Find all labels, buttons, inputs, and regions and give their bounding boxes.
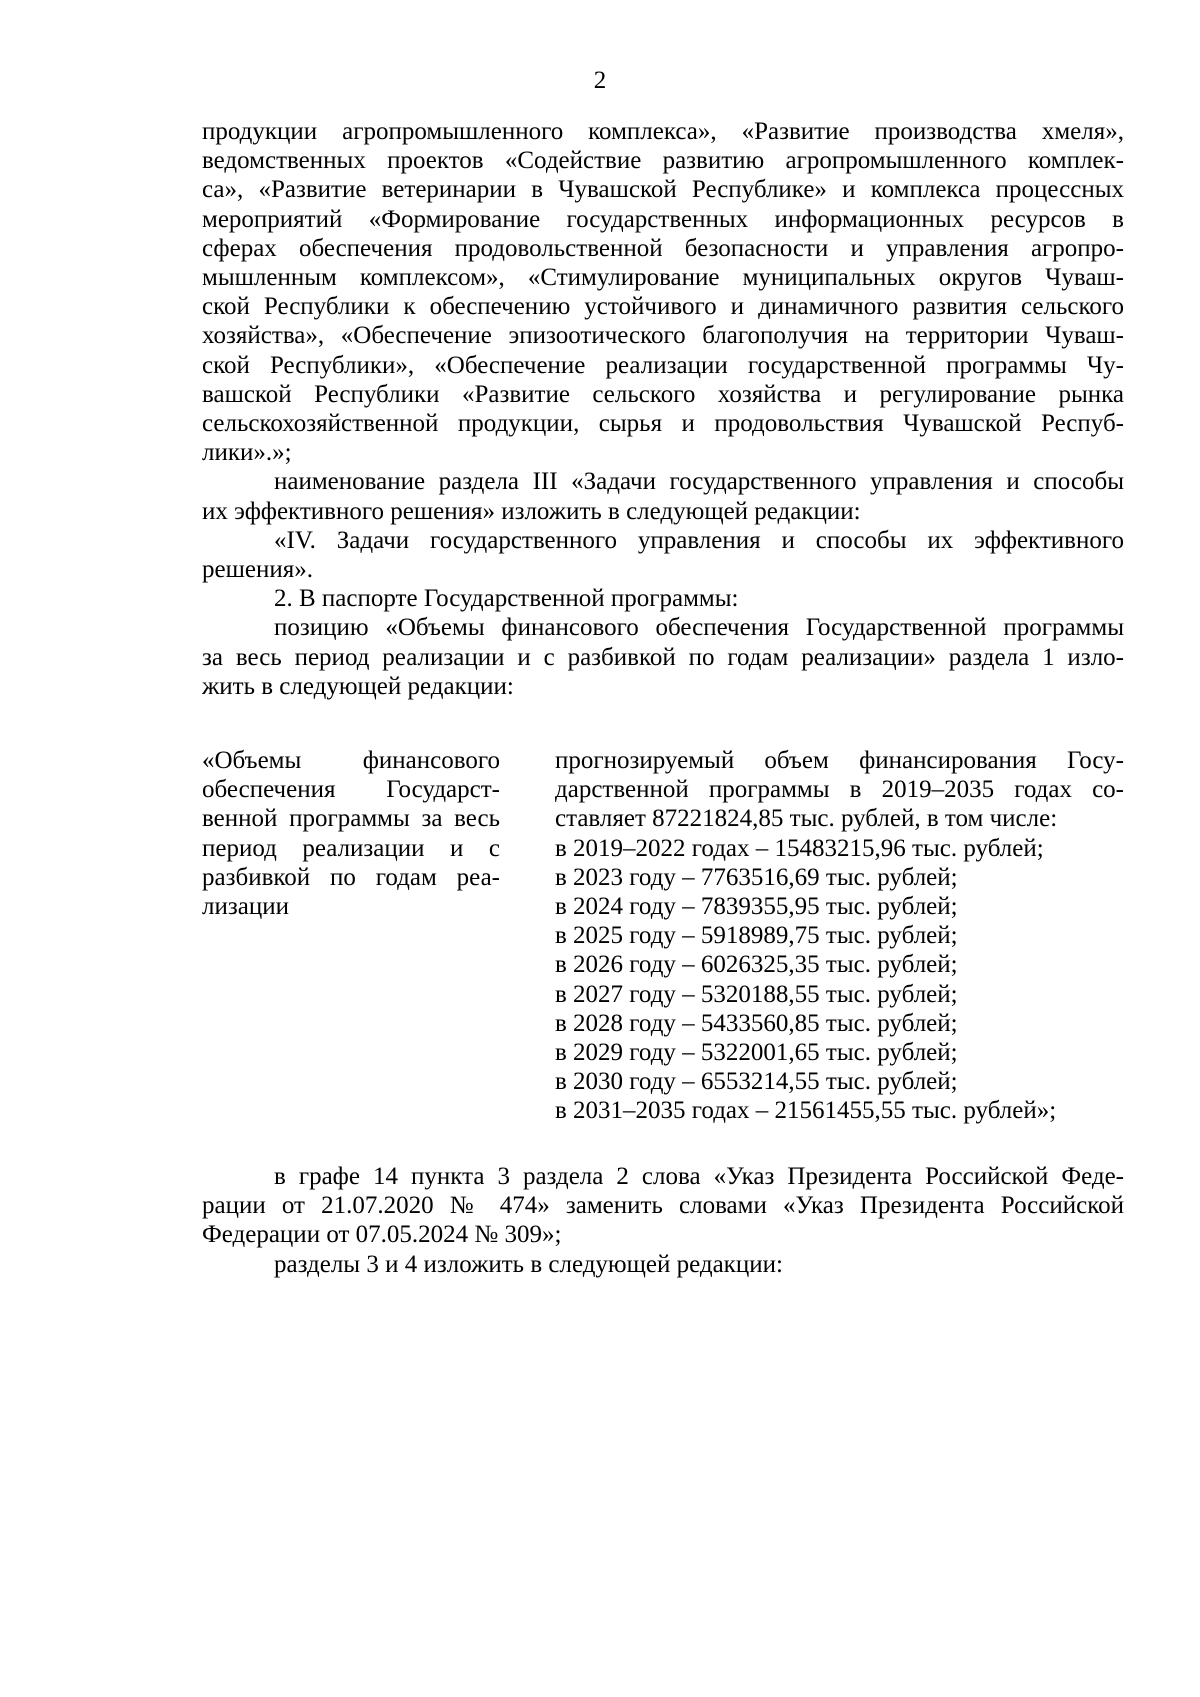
- paragraph-line: са», «Развитие ветеринарии в Чувашской Республике» и комплекса процессных: [202, 176, 1124, 204]
- paragraph-line: ведомственных проектов «Содействие развитию агропромышленного комплек-: [202, 147, 1124, 175]
- paragraph-line: ской Республики», «Обеспечение реализации государственной программы Чу-: [202, 351, 1124, 379]
- paragraph-line: ской Республики к обеспечению устойчивого и динамичного развития сельского: [202, 293, 1124, 321]
- passport-value-line: в 2027 году – 5320188,55 тыс. рублей;: [555, 980, 958, 1008]
- paragraph-line: «IV. Задачи государственного управления и способы их эффективного: [274, 526, 1124, 554]
- paragraph-line: их эффективного решения» изложить в следующей редакции:: [202, 497, 861, 525]
- passport-label-line: «Объемы финансового: [202, 747, 500, 774]
- paragraph-line: жить в следующей редакции:: [202, 672, 514, 700]
- paragraph-line: наименование раздела III «Задачи государственного управления и способы: [274, 468, 1124, 496]
- paragraph-line: сферах обеспечения продовольственной безопасности и управления агропро-: [202, 234, 1124, 262]
- paragraph-line: хозяйства», «Обеспечение эпизоотического благополучия на территории Чуваш-: [202, 322, 1124, 350]
- page-number: 2: [593, 67, 607, 94]
- passport-label-line: разбивкой по годам реа-: [202, 863, 500, 891]
- paragraph-line: за весь период реализации и с разбивкой по годам реализации» раздела 1 изло-: [202, 643, 1124, 671]
- passport-label-line: лизации: [202, 893, 289, 921]
- passport-value-line: в 2025 году – 5918989,75 тыс. рублей;: [555, 922, 958, 950]
- body-text-bottom: [202, 1162, 1124, 1279]
- paragraph-line: сельскохозяйственной продукции, сырья и продовольствия Чувашской Респуб-: [202, 410, 1124, 438]
- passport-value-line: в 2029 году – 5322001,65 тыс. рублей;: [555, 1039, 958, 1067]
- passport-value-line: в 2030 году – 6553214,55 тыс. рублей;: [555, 1068, 958, 1096]
- paragraph-line: разделы 3 и 4 изложить в следующей редакции:: [274, 1250, 783, 1278]
- paragraph-line: Федерации от 07.05.2024 № 309»;: [202, 1221, 562, 1249]
- passport-label-line: период реализации и с: [202, 834, 500, 862]
- body-text-top: [202, 117, 1124, 701]
- paragraph-line: мышленным комплексом», «Стимулирование муниципальных округов Чуваш-: [202, 264, 1124, 292]
- passport-position-label: [202, 746, 500, 921]
- passport-label-line: обеспечения Государст-: [202, 776, 500, 804]
- passport-position-value: [555, 746, 1124, 1126]
- passport-value-line: ставляет 87221824,85 тыс. рублей, в том числе:: [555, 805, 1058, 833]
- paragraph-line: 2. В паспорте Государственной программы:: [274, 585, 739, 613]
- paragraph-line: решения».: [202, 556, 313, 584]
- passport-label-line: венной программы за весь: [202, 805, 500, 833]
- passport-value-line: в 2019–2022 годах – 15483215,96 тыс. рублей;: [555, 834, 1044, 862]
- paragraph-line: вашской Республики «Развитие сельского хозяйства и регулирование рынка: [202, 380, 1124, 408]
- passport-value-line: дарственной программы в 2019–2035 годах со-: [555, 776, 1124, 804]
- paragraph-line: в графе 14 пункта 3 раздела 2 слова «Указ Президента Российской Феде-: [274, 1163, 1124, 1190]
- passport-value-line: в 2024 году – 7839355,95 тыс. рублей;: [555, 893, 958, 921]
- paragraph-line: продукции агропромышленного комплекса», «Развитие производства хмеля»,: [202, 118, 1124, 145]
- passport-value-line: прогнозируемый объем финансирования Госу-: [555, 747, 1124, 774]
- paragraph-line: мероприятий «Формирование государственных информационных ресурсов в: [202, 205, 1124, 233]
- paragraph-line: лики».»;: [202, 439, 292, 467]
- passport-value-line: в 2023 году – 7763516,69 тыс. рублей;: [555, 863, 958, 891]
- passport-value-line: в 2028 году – 5433560,85 тыс. рублей;: [555, 1009, 958, 1037]
- passport-value-line: в 2031–2035 годах – 21561455,55 тыс. рублей»;: [555, 1097, 1057, 1125]
- passport-value-line: в 2026 году – 6026325,35 тыс. рублей;: [555, 951, 958, 979]
- paragraph-line: позицию «Объемы финансового обеспечения Государственной программы: [274, 614, 1124, 642]
- paragraph-line: рации от 21.07.2020 № 474» заменить словами «Указ Президента Российской: [202, 1192, 1124, 1220]
